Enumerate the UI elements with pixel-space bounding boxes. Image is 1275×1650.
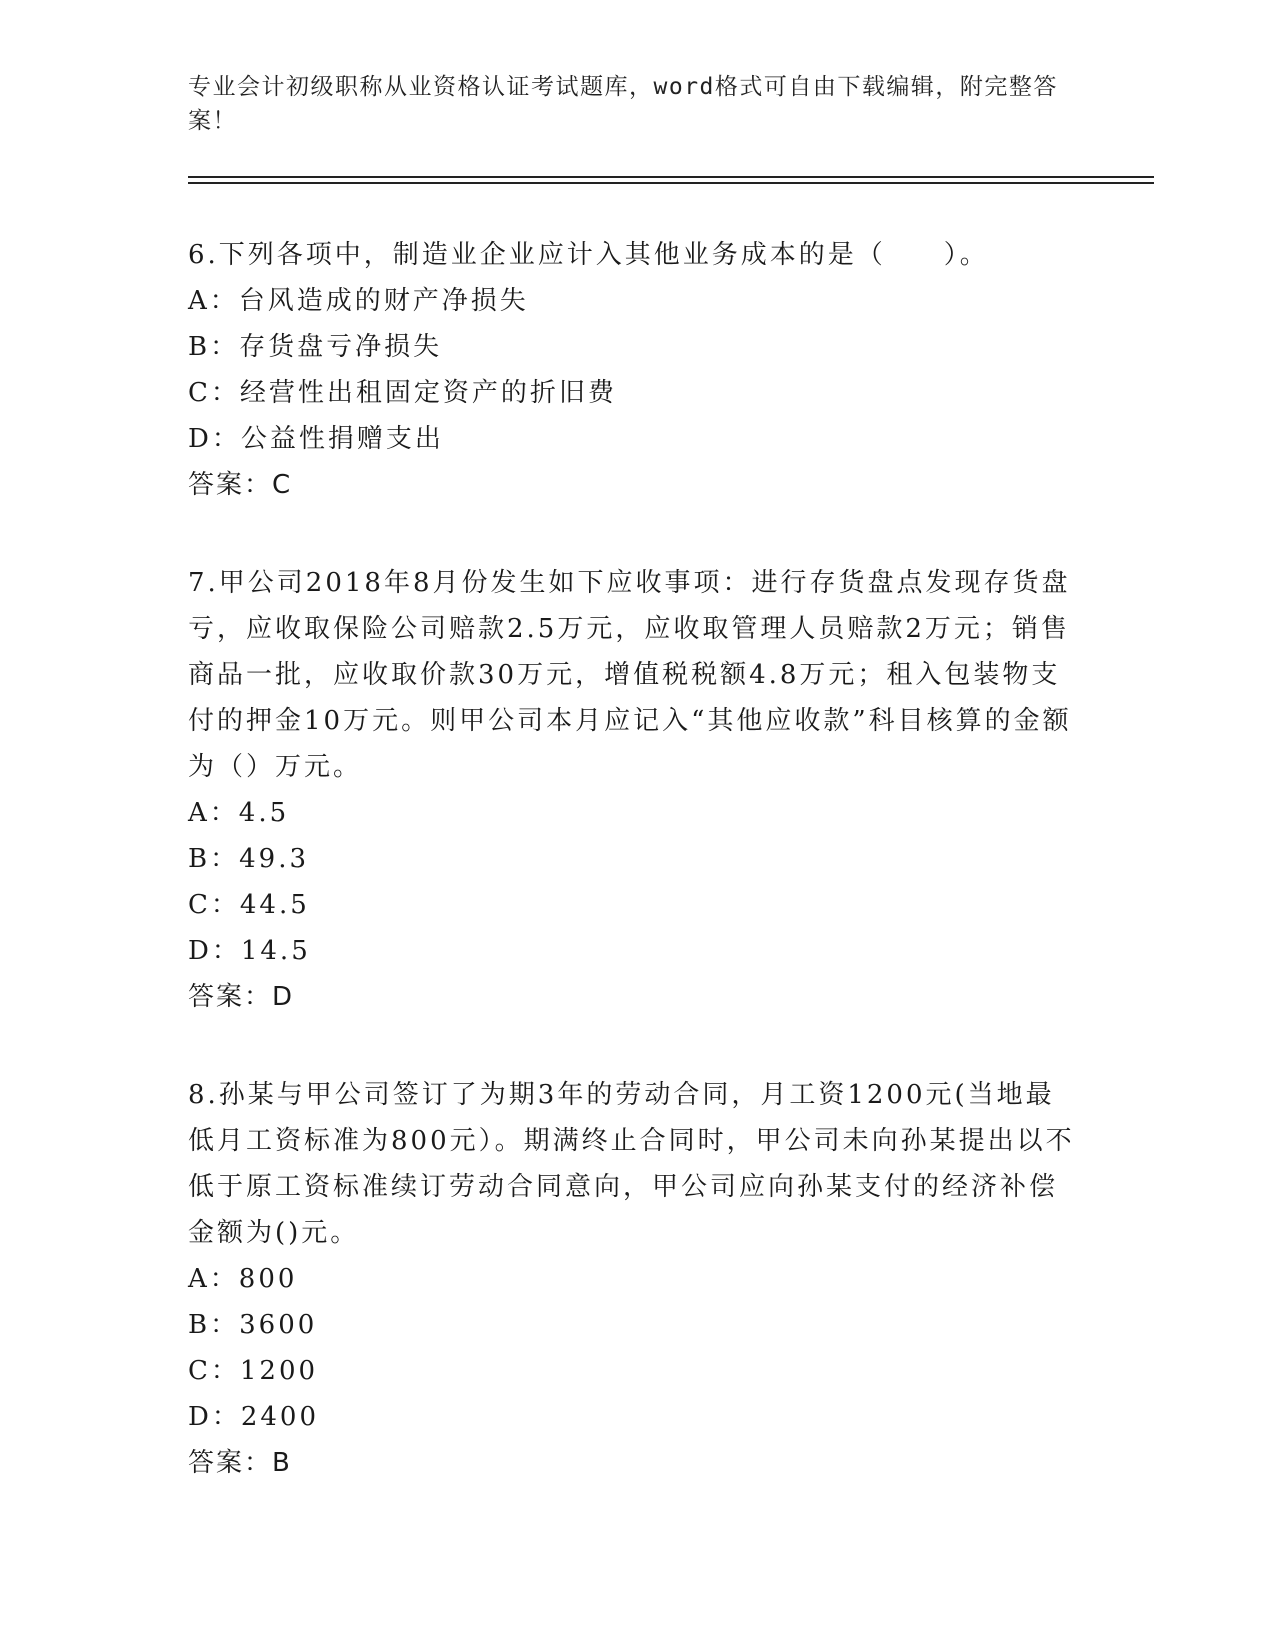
header-rule-top: [188, 176, 1154, 178]
option-a: A：台风造成的财产净损失: [188, 286, 529, 316]
question-6: [188, 232, 1078, 508]
answer: 答案：D: [188, 982, 295, 1012]
question-text: 6.下列各项中，制造业企业应计入其他业务成本的是（ ）。: [188, 240, 989, 270]
answer: 答案：C: [188, 470, 293, 500]
option-b: B：3600: [188, 1310, 318, 1340]
answer: 答案：B: [188, 1448, 292, 1478]
option-c: C：1200: [188, 1356, 319, 1386]
question-7: [188, 560, 1078, 1020]
option-b: B：存货盘亏净损失: [188, 332, 443, 362]
option-d: D：2400: [188, 1402, 320, 1432]
option-c: C：经营性出租固定资产的折旧费: [188, 378, 617, 408]
header-rule-bottom: [188, 182, 1154, 184]
question-list: [188, 232, 1078, 1538]
option-c: C：44.5: [188, 890, 310, 920]
option-d: D：14.5: [188, 936, 311, 966]
question-text: 8.孙某与甲公司签订了为期3年的劳动合同，月工资1200元(当地最低月工资标准为800元）。期满终止合同时，甲公司未向孙某提出以不低于原工资标准续订劳动合同意向，甲公司应向孙某支付的经济补偿金额为()元。: [188, 1080, 1075, 1248]
option-b: B：49.3: [188, 844, 309, 874]
question-text: 7.甲公司2018年8月份发生如下应收事项：进行存货盘点发现存货盘亏，应收取保险公司赔款2.5万元，应收取管理人员赔款2万元；销售商品一批，应收取价款30万元，增值税税额4.8万元；租入包装物支付的押金10万元。则甲公司本月应记入“其他应收款”科目核算的金额为（）万元。: [188, 568, 1072, 782]
option-a: A：4.5: [188, 798, 290, 828]
option-d: D：公益性捐赠支出: [188, 424, 444, 454]
document-header: 专业会计初级职称从业资格认证考试题库，word格式可自由下载编辑，附完整答案！: [188, 74, 1058, 134]
option-a: A：800: [188, 1264, 298, 1294]
question-8: [188, 1072, 1078, 1486]
